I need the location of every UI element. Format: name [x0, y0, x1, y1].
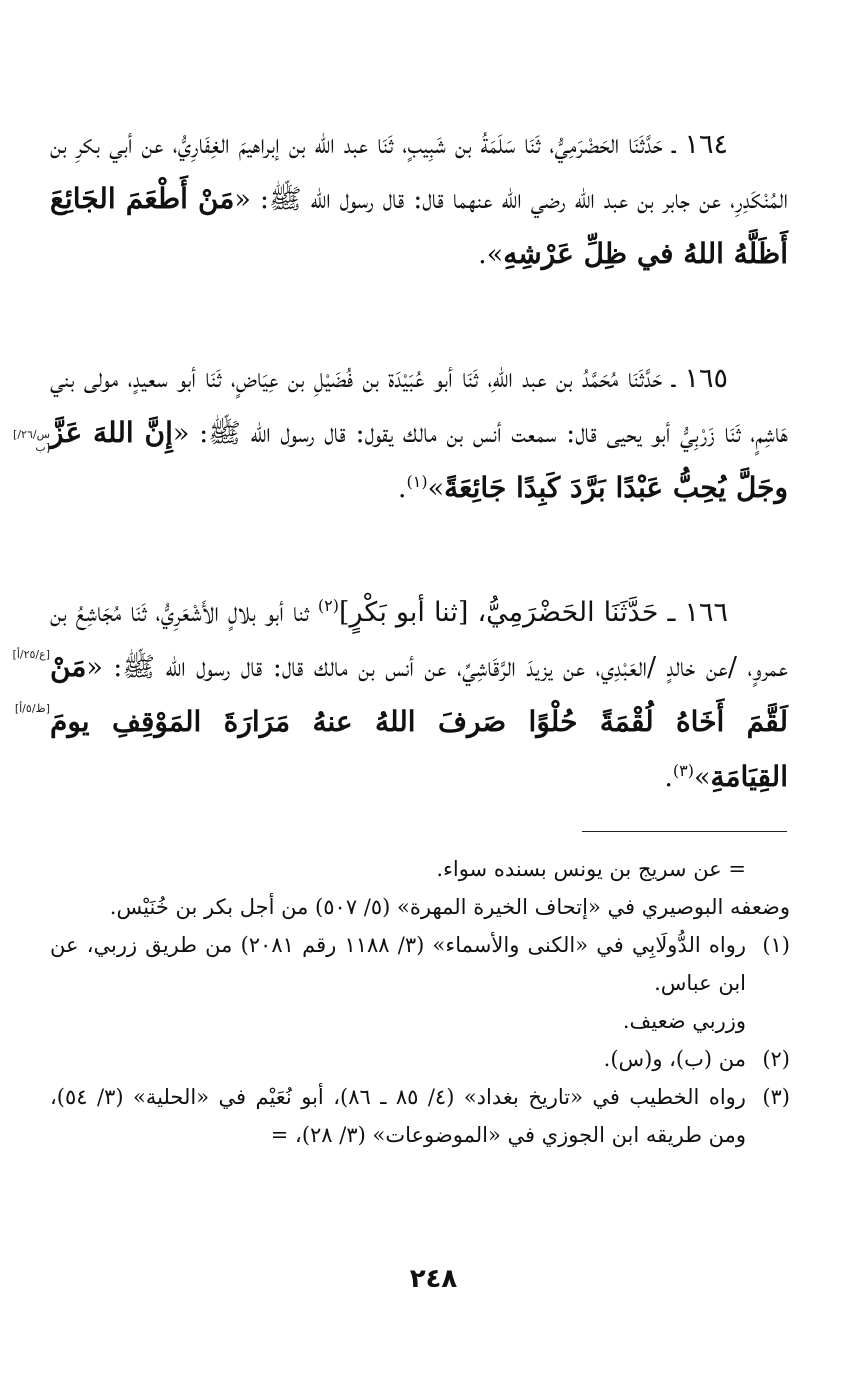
hadith-166	[50, 586, 788, 805]
margin-ref-a: [ع/٢٥/أ]	[12, 648, 50, 661]
hadith-165-text: ١٦٥ ـ حَدَّثَنَا مُحَمَّدُ بن عبد اللهِ، ثَنَا أبو عُبَيْدَة بن فُضَيْلِ بن عِيَاضٍ، ثَنَا أبو سعيدٍ، مولى بني هَاشِمٍ، ثَنَا زَرْبِيُّ أبو يحيى قال: سمعت أنس بن مالك يقول: قال رسول الله ﷺ: «	[50, 363, 788, 449]
footnote-1	[50, 926, 790, 1002]
hadith-166-matn: مَنْ لَقَّمَ أَخَاهُ لُقْمَةً حُلْوًا صَرفَ اللهُ عنهُ مَرَارَةَ المَوْقِفِ يومَ القِيَامَةِ	[50, 650, 788, 793]
footnotes	[50, 850, 790, 1154]
footnote-separator	[582, 831, 787, 832]
hadith-166-text: ١٦٦ ـ حَدَّثَنَا الحَضْرَمِيُّ، [ثنا أبو بَكْرٍ]	[339, 597, 728, 628]
hadith-164-tail: ».	[478, 239, 504, 270]
hadith-165-end: .	[397, 473, 407, 504]
footnote-2-text: من (ب)، و(س).	[603, 1047, 746, 1071]
footnote-1-extra: وزربي ضعيف.	[622, 1009, 746, 1033]
footnote-3	[50, 1078, 790, 1154]
footnote-ref-1: (١)	[406, 472, 428, 491]
footnote-1-text: رواه الدُّولَابِي في «الكنى والأسماء» (٣/ ١١٨٨ رقم ٢٠٨١) من طريق زربي، عن ابن عباس.	[50, 933, 746, 995]
hadith-166-tail: »	[694, 762, 711, 793]
footnote-3-text: رواه الخطيب في «تاريخ بغداد» (٤/ ٨٥ ـ ٨٦)، أبو نُعَيْم في «الحلية» (٣/ ٥٤)، ومن طريقه ابن الجوزي في «الموضوعات» (٣/ ٢٨)، =	[50, 1085, 746, 1147]
footnote-2	[50, 1040, 790, 1078]
margin-ref-s: [س/٢٦/ب]	[13, 428, 50, 454]
footnote-1-number: (١)	[762, 933, 790, 957]
hadith-164	[50, 118, 788, 282]
hadith-166-text-cont: ثنا أبو بلالٍ الأَشْعَرِيُّ، ثَنَا مُجَاشِعُ بن عمروٍ، /عن خالدٍ /العَبْدِي، عن يزيدَ الرَّقَاشِيِّ، عن أنس بن مالك قال: قال رسول الله ﷺ: «	[50, 597, 788, 683]
footnote-ref-2: (٢)	[317, 596, 339, 615]
footnote-ref-3: (٣)	[672, 761, 694, 780]
footnote-continuation-2: وضعفه البوصيري في «إتحاف الخيرة المهرة» (٥/ ٥٠٧) من أجل بكر بن خُنَيْس.	[109, 895, 790, 919]
hadith-165-tail: »	[427, 473, 445, 504]
hadith-164-matn: مَنْ أَطْعَمَ الجَائِعَ أَظَلَّهُ اللهُ في ظِلِّ عَرْشِهِ	[50, 182, 788, 270]
hadith-165-matn: إِنَّ اللهَ عَزَّ وجَلَّ يُحِبُّ عَبْدًا بَرَّدَ كَبِدًا جَائِعَةً	[50, 416, 788, 504]
footnote-continuation: = عن سريج بن يونس بسنده سواء.	[436, 857, 746, 881]
footnote-3-number: (٣)	[762, 1085, 790, 1109]
footnote-2-number: (٢)	[762, 1047, 790, 1071]
page-number: ٢٤٨	[409, 1264, 458, 1294]
margin-ref-z: [ظ/٥/أ]	[14, 702, 50, 715]
hadith-165	[50, 352, 788, 516]
hadith-166-end: .	[664, 762, 673, 793]
hadith-164-text: ١٦٤ ـ حَدَّثَنَا الحَضْرَمِيُّ، ثَنَا سَلَمَةُ بن شَبِيبٍ، ثَنَا عبد الله بن إبراهيمَ الغِفَارِيُّ، عن أبي بكرِ بن المُنْكَدِرِ، عن جابر بن عبد الله رضي الله عنهما قال: قال رسول الله ﷺ: «	[50, 129, 788, 215]
